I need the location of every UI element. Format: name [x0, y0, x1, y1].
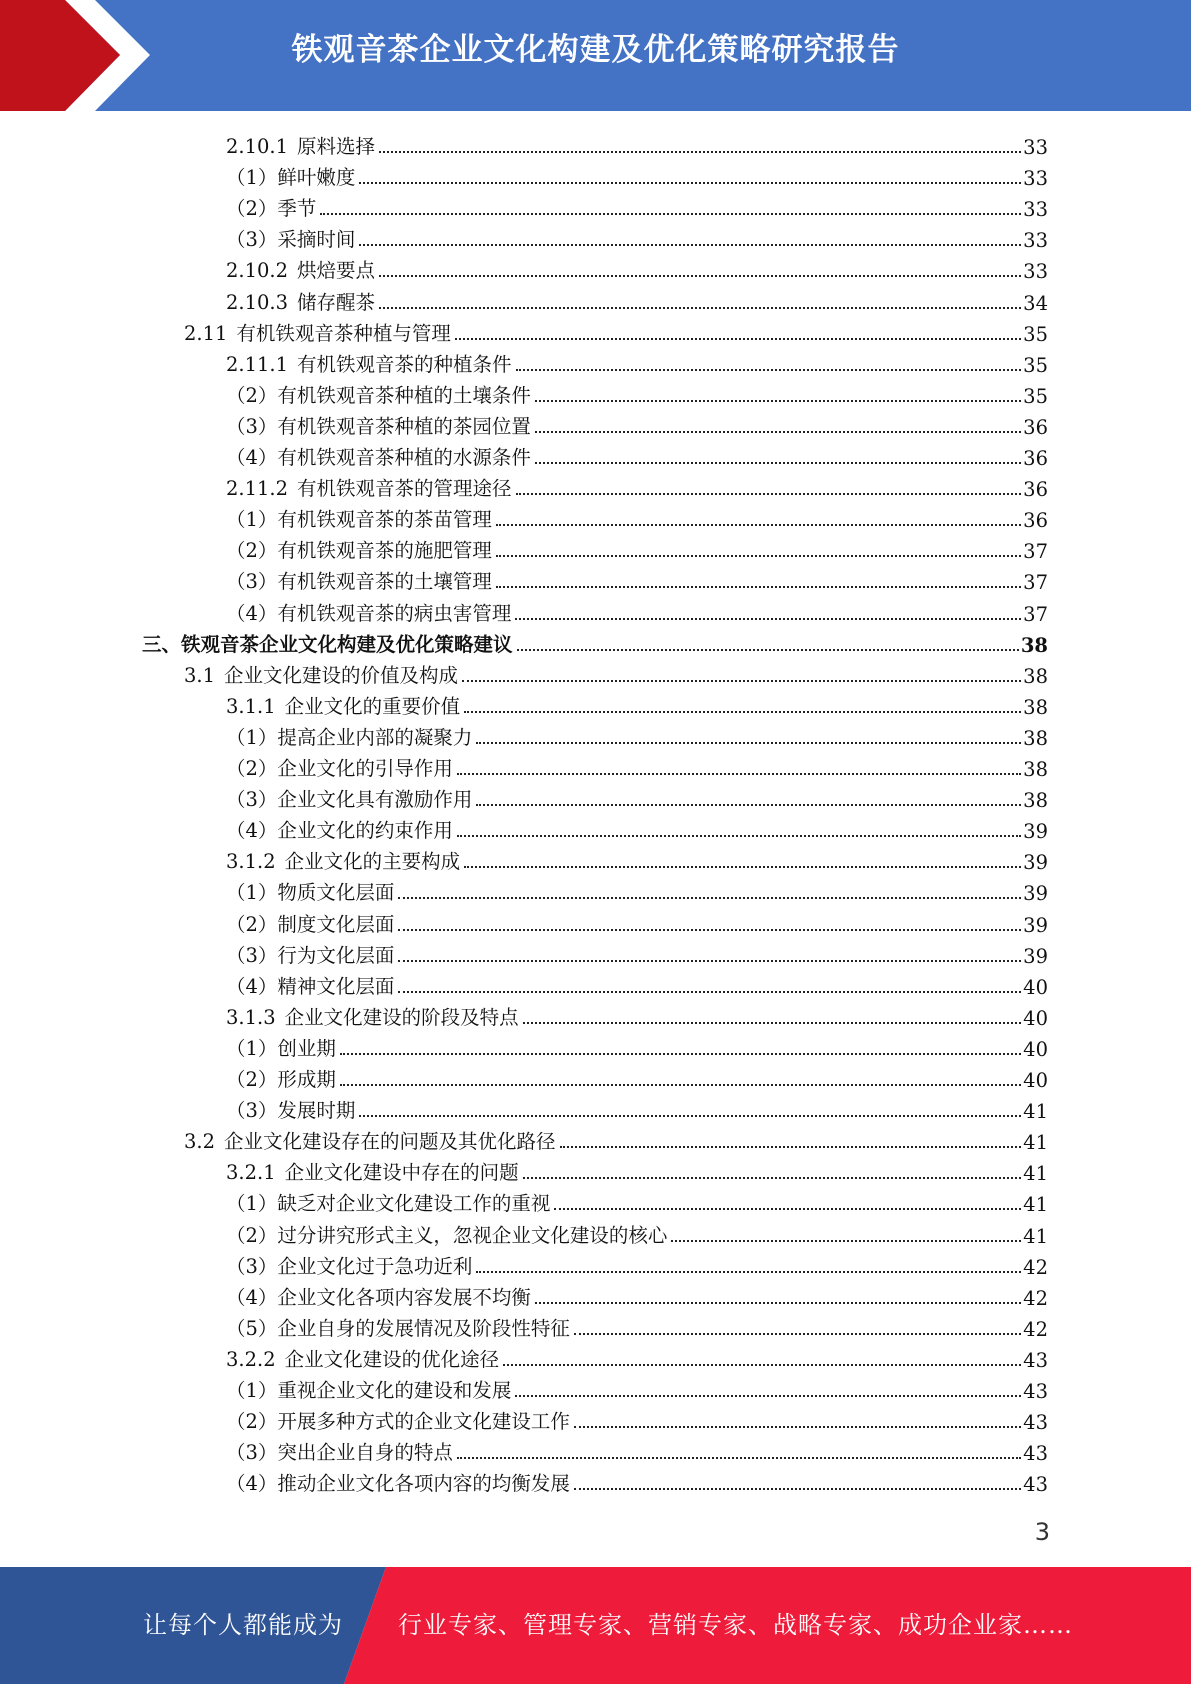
toc-entry[interactable]: [184, 657, 1048, 688]
toc-entry[interactable]: [226, 719, 1048, 750]
toc-entry[interactable]: [226, 221, 1048, 252]
toc-entry-title: 季节: [277, 197, 317, 221]
toc-entry-label: [226, 535, 492, 563]
toc-entry-title: 有机铁观音茶的土壤管理: [277, 570, 492, 594]
toc-entry-title: 形成期: [277, 1068, 336, 1091]
toc-entry[interactable]: [226, 252, 1048, 283]
toc-entry-page: 42: [1023, 1286, 1048, 1310]
toc-entry-title: 有机铁观音茶的施肥管理: [277, 539, 492, 563]
footer-slogan-left: 让每个人都能成为: [143, 1611, 343, 1639]
toc-entry-number: （2）: [226, 757, 278, 780]
toc-entry-title: 有机铁观音茶种植的土壤条件: [277, 383, 531, 407]
toc-dot-leader: [476, 742, 1021, 744]
toc-entry-label: [226, 815, 453, 843]
toc-dot-leader: [398, 960, 1021, 962]
toc-entry[interactable]: [226, 1185, 1048, 1216]
toc-dot-leader: [379, 307, 1021, 309]
page-header: [0, 0, 1191, 111]
toc-entry-title: 有机铁观音茶的病虫害管理: [277, 601, 512, 625]
toc-dot-leader: [359, 244, 1021, 246]
toc-entry[interactable]: [226, 439, 1048, 470]
toc-dot-leader: [359, 1115, 1021, 1117]
toc-entry-number: （2）: [226, 1068, 278, 1091]
toc-entry-page: 35: [1023, 322, 1048, 346]
toc-entry-title: 有机铁观音茶的管理途径: [297, 477, 512, 501]
toc-entry-page: 39: [1023, 913, 1048, 937]
toc-entry-page: 43: [1023, 1473, 1048, 1497]
toc-entry[interactable]: [226, 1341, 1048, 1372]
toc-entry-title: 制度文化层面: [277, 912, 395, 936]
toc-entry-label: [226, 722, 472, 750]
toc-entry-title: 企业文化建设的阶段及特点: [284, 1005, 519, 1029]
toc-entry-title: 烘焙要点: [297, 259, 376, 283]
toc-entry-label: [226, 504, 492, 532]
toc-entry-label: [226, 1220, 667, 1248]
toc-dot-leader: [517, 649, 1019, 651]
toc-dot-leader: [671, 1240, 1021, 1242]
toc-entry-page: 35: [1023, 353, 1048, 377]
toc-entry-title: 鲜叶嫩度: [277, 166, 356, 190]
toc-entry-label: [226, 753, 453, 781]
toc-entry-title: 突出企业自身的特点: [277, 1441, 453, 1465]
toc-entry-title: 企业文化建设的价值及构成: [224, 663, 459, 687]
toc-entry[interactable]: [226, 595, 1048, 626]
toc-entry[interactable]: [226, 1248, 1048, 1279]
toc-entry-number: （3）: [226, 788, 278, 812]
toc-dot-leader: [340, 1053, 1021, 1055]
toc-entry-title: 创业期: [277, 1036, 336, 1060]
toc-entry[interactable]: [226, 284, 1048, 315]
toc-entry-title: 企业文化建设的优化途径: [284, 1347, 500, 1371]
toc-entry-page: 36: [1023, 447, 1048, 470]
toc-dot-leader: [398, 897, 1021, 899]
toc-entry-label: [226, 1064, 336, 1092]
toc-entry-title: 过分讲究形式主义，忽视企业文化建设的核心: [277, 1223, 668, 1247]
toc-entry-number: （1）: [226, 508, 278, 532]
toc-entry-label: [226, 131, 375, 159]
toc-dot-leader: [535, 1302, 1021, 1304]
page-footer: [0, 1567, 1191, 1684]
toc-entry-page: 41: [1023, 1224, 1048, 1248]
toc-entry-number: （4）: [226, 1472, 278, 1496]
toc-entry-number: 3.1.2: [226, 850, 276, 874]
toc-entry-label: [142, 629, 513, 657]
toc-entry[interactable]: [226, 1279, 1048, 1310]
toc-entry-label: [226, 473, 512, 501]
toc-dot-leader: [457, 1457, 1021, 1459]
toc-entry[interactable]: [226, 1030, 1048, 1061]
toc-entry[interactable]: [226, 1434, 1048, 1465]
toc-entry-label: [226, 691, 460, 719]
toc-dot-leader: [340, 1084, 1021, 1086]
toc-entry-number: （1）: [226, 725, 278, 749]
toc-entry[interactable]: [142, 626, 1048, 657]
toc-dot-leader: [574, 1333, 1021, 1335]
toc-entry[interactable]: [184, 315, 1048, 346]
toc-entry-number: （4）: [226, 974, 278, 998]
toc-entry[interactable]: [226, 1465, 1048, 1496]
toc-dot-leader: [496, 555, 1021, 557]
toc-entry[interactable]: [226, 408, 1048, 439]
toc-entry[interactable]: [226, 750, 1048, 781]
toc-entry-number: 2.10.1: [226, 135, 289, 158]
toc-entry[interactable]: [226, 159, 1048, 190]
toc-entry-label: [184, 660, 458, 688]
toc-entry[interactable]: [226, 128, 1048, 159]
toc-entry-page: 37: [1023, 602, 1048, 626]
toc-entry-label: [184, 1126, 556, 1154]
report-title: 铁观音茶企业文化构建及优化策略研究报告: [291, 32, 900, 68]
toc-entry-page: 39: [1023, 851, 1048, 875]
toc-entry-title: 发展时期: [277, 1099, 356, 1123]
toc-entry-label: [226, 1375, 511, 1403]
toc-entry-title: 企业文化的重要价值: [284, 694, 461, 718]
toc-entry-number: （2）: [226, 1410, 278, 1434]
toc-entry-title: 有机铁观音茶种植的水源条件: [277, 446, 531, 469]
toc-entry-title: 有机铁观音茶的茶苗管理: [277, 508, 492, 532]
toc-entry-label: [226, 193, 316, 221]
toc-entry-label: [226, 784, 472, 812]
toc-entry-page: 40: [1023, 1069, 1048, 1092]
toc-dot-leader: [457, 835, 1021, 837]
toc-entry-number: （4）: [226, 819, 278, 843]
toc-entry-label: [226, 1002, 519, 1030]
toc-entry-number: 2.11: [184, 321, 228, 345]
toc-entry[interactable]: [226, 377, 1048, 408]
toc-entry-number: （1）: [226, 1036, 278, 1060]
toc-entry-number: （4）: [226, 1285, 278, 1309]
toc-entry-number: （3）: [226, 228, 278, 252]
toc-dot-leader: [476, 1271, 1021, 1273]
toc-entry-page: 38: [1023, 789, 1048, 813]
toc-entry-label: [226, 971, 394, 999]
toc-dot-leader: [535, 431, 1021, 433]
toc-entry-number: 3.1.1: [226, 694, 276, 718]
toc-entry-page: 37: [1023, 571, 1048, 595]
toc-entry-label: [226, 1251, 472, 1279]
toc-entry[interactable]: [226, 874, 1048, 905]
toc-dot-leader: [523, 1022, 1022, 1024]
toc-entry-label: [226, 598, 511, 626]
toc-entry[interactable]: [226, 470, 1048, 501]
toc-entry-title: 企业文化建设存在的问题及其优化路径: [224, 1130, 556, 1154]
toc-entry[interactable]: [226, 968, 1048, 999]
toc-entry-page: 43: [1023, 1380, 1048, 1403]
toc-dot-leader: [523, 1177, 1022, 1179]
toc-entry-number: （5）: [226, 1316, 278, 1340]
toc-entry-title: 三、铁观音茶企业文化构建及优化策略建议: [142, 632, 513, 656]
toc-entry-number: 2.11.1: [226, 352, 289, 376]
toc-entry-page: 42: [1023, 1255, 1048, 1279]
toc-entry-number: （4）: [226, 601, 278, 625]
toc-dot-leader: [457, 773, 1021, 775]
toc-dot-leader: [462, 680, 1021, 682]
toc-entry-number: 2.11.2: [226, 477, 289, 501]
toc-entry-title: 原料选择: [297, 135, 376, 158]
toc-entry-label: [226, 162, 355, 190]
toc-entry[interactable]: [226, 501, 1048, 532]
toc-dot-leader: [320, 213, 1021, 215]
toc-entry-title: 采摘时间: [277, 228, 356, 252]
toc-entry[interactable]: [226, 999, 1048, 1030]
toc-entry[interactable]: [226, 532, 1048, 563]
toc-entry-title: 推动企业文化各项内容的均衡发展: [277, 1472, 570, 1496]
toc-dot-leader: [398, 991, 1021, 993]
toc-entry-page: 42: [1023, 1317, 1048, 1341]
toc-entry-number: 2.10.2: [226, 259, 289, 283]
toc-entry-number: （2）: [226, 383, 278, 407]
toc-entry-title: 企业文化的约束作用: [277, 819, 453, 843]
toc-entry[interactable]: [226, 1061, 1048, 1092]
toc-entry[interactable]: [226, 688, 1048, 719]
toc-entry-page: 34: [1023, 291, 1048, 315]
toc-entry-label: [226, 224, 355, 252]
toc-entry-page: 39: [1023, 882, 1048, 906]
toc-entry-title: 有机铁观音茶种植的茶园位置: [277, 414, 531, 438]
toc-entry-label: [226, 1282, 531, 1310]
toc-dot-leader: [574, 1426, 1021, 1428]
toc-entry-page: 36: [1023, 478, 1048, 502]
toc-entry-label: [226, 1468, 570, 1496]
toc-entry-label: [226, 846, 460, 874]
toc-entry[interactable]: [226, 190, 1048, 221]
toc-entry[interactable]: [226, 346, 1048, 377]
toc-entry-label: [226, 940, 394, 968]
toc-entry-title: 企业文化各项内容发展不均衡: [277, 1285, 531, 1309]
toc-entry-label: [226, 1033, 336, 1061]
toc-entry-number: （3）: [226, 414, 278, 438]
toc-entry-page: 41: [1023, 1162, 1048, 1186]
toc-dot-leader: [516, 369, 1022, 371]
toc-entry-label: [226, 255, 375, 283]
toc-dot-leader: [496, 524, 1021, 526]
toc-entry-number: （3）: [226, 1254, 278, 1278]
toc-entry-label: [226, 1095, 355, 1123]
toc-entry-page: 43: [1023, 1348, 1048, 1372]
toc-entry[interactable]: [226, 563, 1048, 594]
toc-entry-page: 35: [1023, 384, 1048, 408]
toc-entry[interactable]: [226, 1154, 1048, 1185]
toc-entry-number: （2）: [226, 1223, 278, 1247]
toc-dot-leader: [455, 338, 1021, 340]
toc-entry-page: 40: [1023, 975, 1048, 999]
toc-dot-leader: [574, 1488, 1021, 1490]
toc-entry-label: [226, 442, 531, 470]
toc-entry[interactable]: [226, 843, 1048, 874]
toc-entry-label: [226, 1157, 519, 1185]
toc-entry-title: 企业文化建设中存在的问题: [284, 1161, 519, 1185]
toc-entry-label: [226, 1406, 570, 1434]
toc-entry-page: 33: [1023, 136, 1048, 159]
toc-entry-label: [226, 380, 531, 408]
toc-entry-label: [184, 318, 451, 346]
toc-entry-title: 提高企业内部的凝聚力: [277, 725, 473, 749]
toc-entry-page: 33: [1023, 260, 1048, 284]
toc-entry-page: 38: [1020, 633, 1048, 657]
toc-entry-page: 43: [1023, 1442, 1048, 1466]
toc-entry-page: 38: [1023, 758, 1048, 781]
toc-entry-page: 43: [1023, 1411, 1048, 1435]
toc-dot-leader: [554, 1208, 1021, 1210]
toc-dot-leader: [535, 462, 1021, 464]
toc-entry-page: 40: [1023, 1006, 1048, 1030]
toc-dot-leader: [379, 275, 1021, 277]
toc-entry-title: 企业文化的引导作用: [277, 757, 453, 780]
toc-entry-title: 储存醒茶: [297, 290, 376, 314]
toc-entry-title: 有机铁观音茶种植与管理: [236, 321, 451, 345]
toc-entry-page: 39: [1023, 944, 1048, 968]
toc-entry-page: 40: [1023, 1037, 1048, 1061]
toc-dot-leader: [379, 151, 1021, 153]
toc-entry-page: 33: [1023, 229, 1048, 253]
toc-dot-leader: [515, 1395, 1021, 1397]
toc-entry-number: （2）: [226, 539, 278, 563]
toc-entry-label: [226, 1344, 499, 1372]
toc-entry-number: （1）: [226, 881, 278, 905]
toc-entry-label: [226, 1188, 550, 1216]
toc-dot-leader: [560, 1146, 1022, 1148]
toc-entry-number: （3）: [226, 1099, 278, 1123]
toc-entry-label: [226, 411, 531, 439]
toc-dot-leader: [359, 182, 1021, 184]
toc-entry-title: 企业自身的发展情况及阶段性特征: [277, 1316, 570, 1340]
toc-entry-number: （1）: [226, 1379, 278, 1402]
toc-entry-title: 重视企业文化的建设和发展: [277, 1379, 512, 1402]
toc-entry-page: 41: [1023, 1100, 1048, 1124]
toc-entry-title: 缺乏对企业文化建设工作的重视: [277, 1192, 551, 1216]
toc-entry-number: （3）: [226, 1441, 278, 1465]
toc-dot-leader: [503, 1364, 1021, 1366]
toc-entry-title: 行为文化层面: [277, 943, 395, 967]
toc-entry-number: （3）: [226, 943, 278, 967]
toc-entry-page: 39: [1023, 820, 1048, 844]
toc-entry-number: （2）: [226, 912, 278, 936]
toc-entry[interactable]: [226, 906, 1048, 937]
toc-entry[interactable]: [226, 1092, 1048, 1123]
toc-entry-page: 37: [1023, 540, 1048, 564]
toc-dot-leader: [464, 711, 1021, 713]
toc-dot-leader: [398, 929, 1021, 931]
toc-entry-page: 41: [1023, 1131, 1048, 1155]
toc-entry-title: 开展多种方式的企业文化建设工作: [277, 1410, 570, 1434]
toc-entry-number: 3.2.2: [226, 1347, 276, 1371]
toc-entry-page: 41: [1023, 1193, 1048, 1217]
toc-entry-page: 38: [1023, 695, 1048, 719]
toc-entry-label: [226, 349, 512, 377]
toc-dot-leader: [496, 586, 1021, 588]
toc-entry-label: [226, 909, 394, 937]
toc-entry-number: 3.1: [184, 663, 216, 687]
toc-entry[interactable]: [226, 1217, 1048, 1248]
toc-entry-number: （2）: [226, 197, 278, 221]
toc-entry-title: 企业文化具有激励作用: [277, 788, 473, 812]
toc-dot-leader: [515, 618, 1021, 620]
toc-entry-label: [226, 1313, 570, 1341]
toc-entry-number: （3）: [226, 570, 278, 594]
toc-entry-page: 33: [1023, 198, 1048, 222]
toc-entry-label: [226, 1437, 453, 1465]
toc-entry[interactable]: [226, 781, 1048, 812]
toc-dot-leader: [535, 400, 1021, 402]
toc-dot-leader: [464, 866, 1021, 868]
toc-entry-title: 物质文化层面: [277, 881, 395, 905]
toc-entry-label: [226, 566, 492, 594]
toc-entry[interactable]: [226, 1310, 1048, 1341]
toc-dot-leader: [476, 804, 1021, 806]
toc-entry-page: 36: [1023, 509, 1048, 533]
toc-entry[interactable]: [226, 1372, 1048, 1403]
toc-entry-number: （1）: [226, 166, 278, 190]
toc-entry-page: 38: [1023, 726, 1048, 750]
toc-dot-leader: [516, 493, 1022, 495]
toc-entry-number: 3.2.1: [226, 1161, 276, 1185]
toc-entry[interactable]: [226, 1403, 1048, 1434]
toc-entry-number: 2.10.3: [226, 290, 289, 314]
toc-entry[interactable]: [226, 812, 1048, 843]
toc-entry-number: 3.1.3: [226, 1005, 276, 1029]
toc-entry[interactable]: [184, 1123, 1048, 1154]
toc-entry-number: （1）: [226, 1192, 278, 1216]
toc-entry-label: [226, 877, 394, 905]
toc-entry-label: [226, 287, 375, 315]
toc-entry-page: 33: [1023, 167, 1048, 191]
toc-entry-number: 3.2: [184, 1130, 216, 1154]
toc-entry-title: 企业文化过于急功近利: [277, 1254, 473, 1278]
page-number: 3: [1034, 1518, 1050, 1546]
toc-entry-page: 36: [1023, 415, 1048, 439]
footer-slogan-right: 行业专家、管理专家、营销专家、战略专家、成功企业家……: [398, 1611, 1073, 1639]
toc-entry-title: 企业文化的主要构成: [284, 850, 461, 874]
toc-entry-page: 38: [1023, 664, 1048, 688]
toc-entry-number: （4）: [226, 446, 278, 469]
toc-entry-title: 精神文化层面: [277, 974, 395, 998]
toc-entry-title: 有机铁观音茶的种植条件: [297, 352, 512, 376]
toc-entry[interactable]: [226, 937, 1048, 968]
